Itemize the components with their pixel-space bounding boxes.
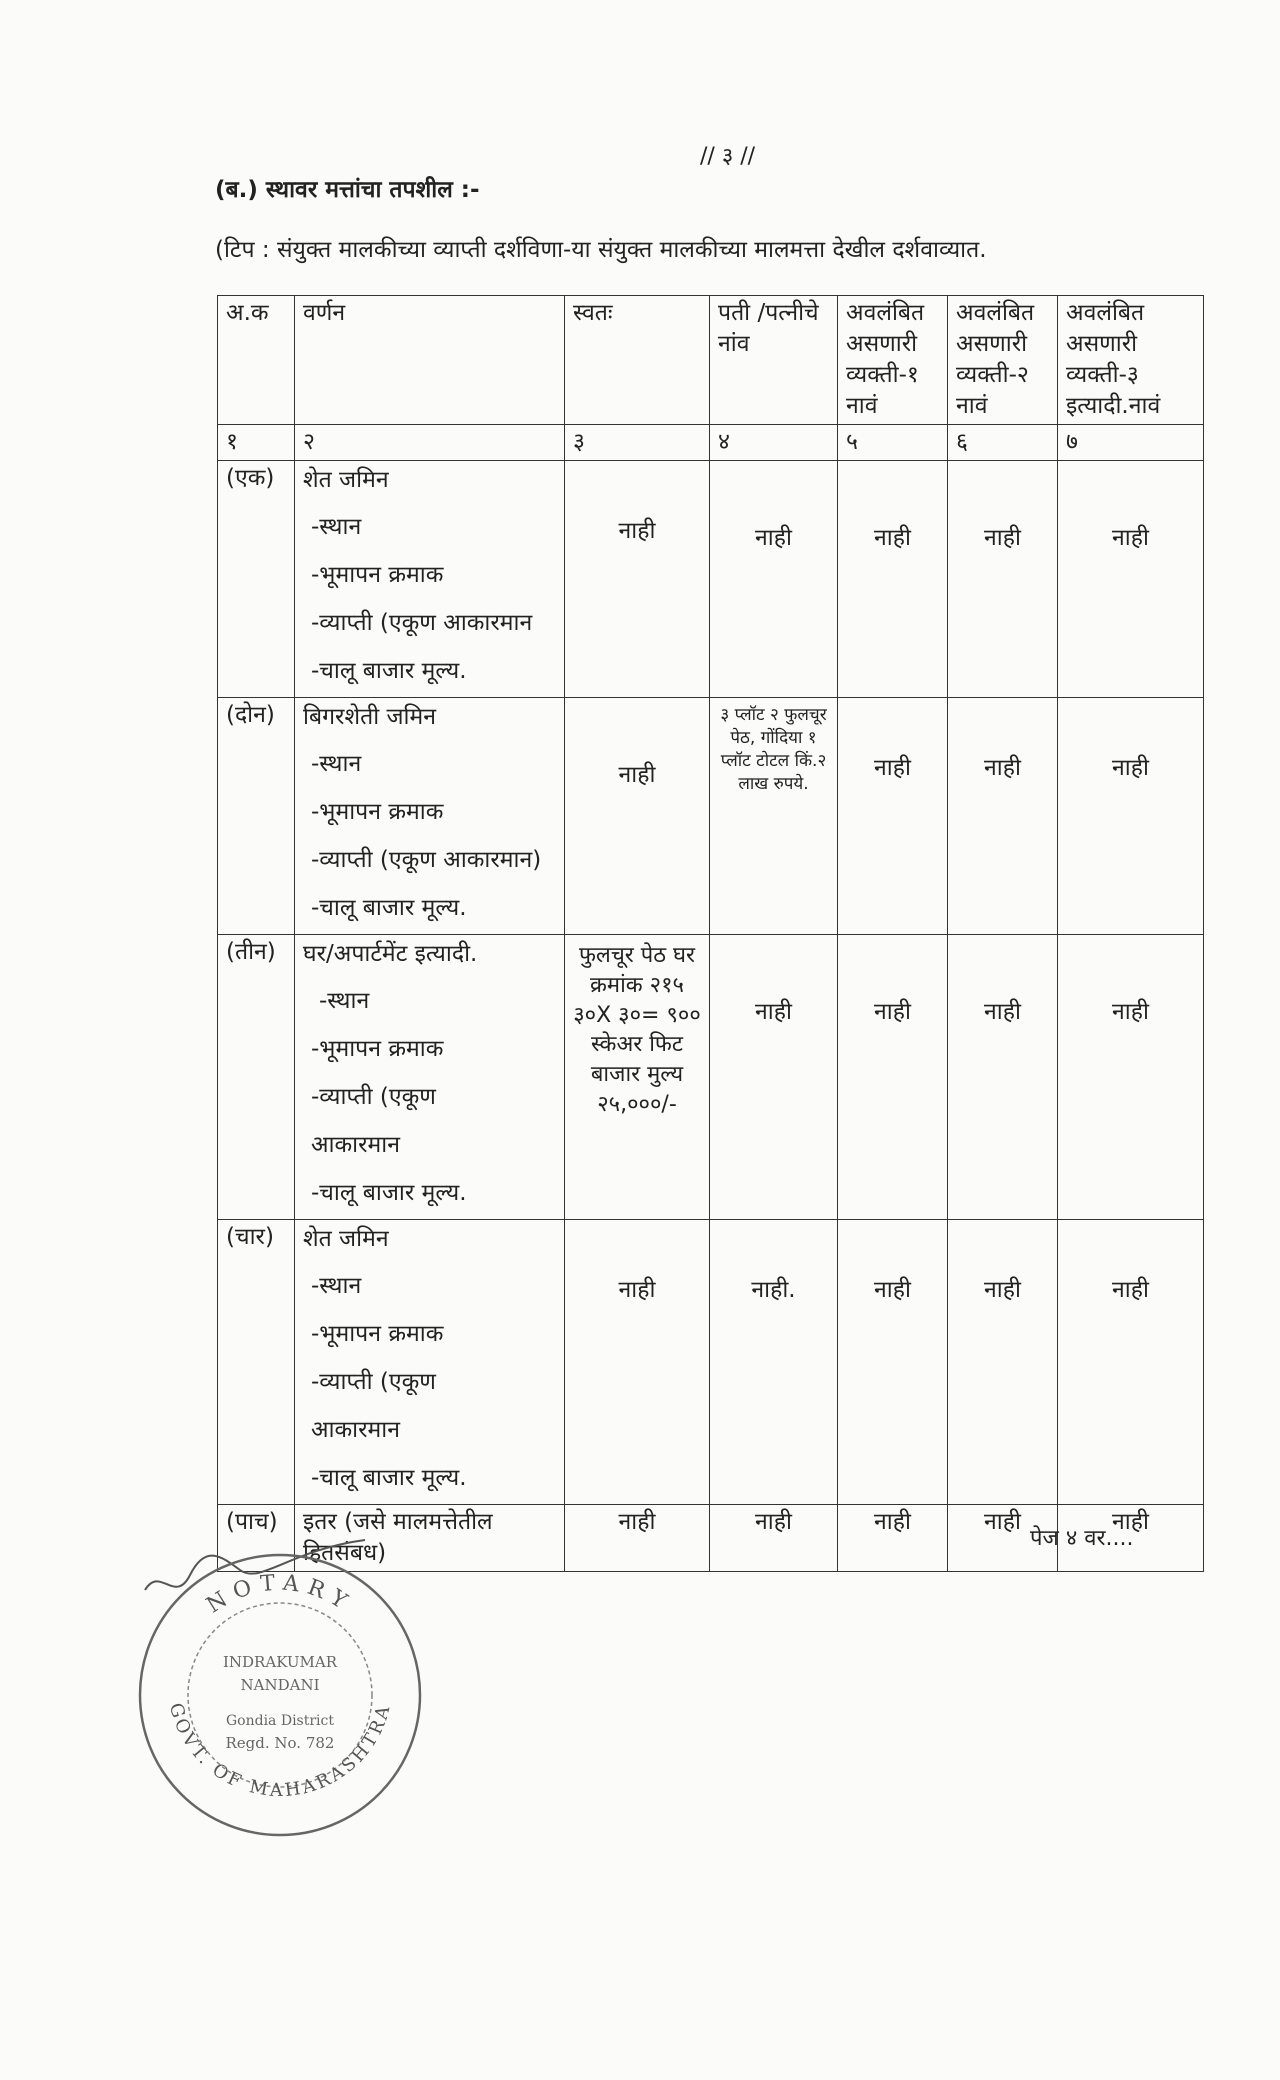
- description-line: शेत जमिन: [303, 467, 389, 494]
- description-line: -भूमापन क्रमाक: [311, 1321, 444, 1348]
- cell-dependent-3: नाही: [1058, 1505, 1204, 1572]
- header-spouse: पती /पत्नीचे नांव: [710, 296, 838, 425]
- header-serial: अ.क: [218, 296, 295, 425]
- table-row: [218, 461, 1204, 698]
- description-line: -चालू बाजार मूल्य.: [311, 1180, 467, 1207]
- description-line: -चालू बाजार मूल्य.: [311, 1465, 467, 1492]
- column-number-row: [218, 425, 1204, 461]
- table-row: [218, 1220, 1204, 1505]
- table-header-row: [218, 296, 1204, 425]
- cell-dependent-1: नाही: [838, 1505, 948, 1572]
- cell-dependent-2: नाही: [948, 461, 1058, 698]
- row-serial: (चार): [218, 1220, 295, 1505]
- seal-line-1: INDRAKUMAR: [222, 1653, 338, 1671]
- table-row: [218, 698, 1204, 935]
- column-number: ३: [565, 425, 710, 461]
- description-line: घर/अपार्टमेंट इत्यादी.: [303, 941, 478, 968]
- cell-dependent-2: नाही: [948, 1505, 1058, 1572]
- header-dependent-1: अवलंबित असणारी व्यक्ती-१ नावं: [838, 296, 948, 425]
- header-description: वर्णन: [295, 296, 565, 425]
- page-number: // ३ //: [700, 144, 756, 169]
- seal-line-2: NANDANI: [240, 1676, 320, 1694]
- column-number: ६: [948, 425, 1058, 461]
- header-dependent-2: अवलंबित असणारी व्यक्ती-२ नावं: [948, 296, 1058, 425]
- cell-dependent-3: नाही: [1058, 1220, 1204, 1505]
- row-description: [295, 1220, 565, 1505]
- column-number: २: [295, 425, 565, 461]
- cell-dependent-2: नाही: [948, 1220, 1058, 1505]
- header-dependent-3: अवलंबित असणारी व्यक्ती-३ इत्यादी.नावं: [1058, 296, 1204, 425]
- description-line: -व्याप्ती (एकूण आकारमान): [311, 847, 542, 874]
- cell-dependent-2: नाही: [948, 698, 1058, 935]
- row-description: [295, 698, 565, 935]
- cell-dependent-1: नाही: [838, 698, 948, 935]
- cell-spouse: नाही.: [710, 1220, 838, 1505]
- description-line: -स्थान: [319, 988, 370, 1015]
- cell-spouse: नाही: [710, 461, 838, 698]
- description-line: शेत जमिन: [303, 1226, 389, 1253]
- cell-self: नाही: [565, 461, 710, 698]
- description-line: आकारमान: [311, 1417, 401, 1444]
- section-title: (ब.) स्थावर मत्तांचा तपशील :-: [215, 177, 480, 203]
- description-line: -चालू बाजार मूल्य.: [311, 895, 467, 922]
- column-number: १: [218, 425, 295, 461]
- cell-self: नाही: [565, 1220, 710, 1505]
- immovable-assets-table: [217, 295, 1204, 1572]
- row-serial: (दोन): [218, 698, 295, 935]
- description-line: आकारमान: [311, 1132, 401, 1159]
- row-description: [295, 461, 565, 698]
- cell-dependent-1: नाही: [838, 461, 948, 698]
- seal-bottom-text: GOVT. OF MAHARASHTRA: [164, 1700, 396, 1802]
- cell-dependent-3: नाही: [1058, 935, 1204, 1220]
- table-row: [218, 935, 1204, 1220]
- row-serial: (तीन): [218, 935, 295, 1220]
- seal-line-3: Gondia District: [225, 1713, 335, 1729]
- row-serial: (पाच): [218, 1505, 295, 1572]
- seal-line-4: Regd. No. 782: [225, 1734, 335, 1752]
- cell-self: फुलचूर पेठ घर क्रमांक २१५ ३०X ३०= ९०० स्केअर फिट बाजार मुल्य २५,०००/-: [565, 935, 710, 1220]
- cell-dependent-1: नाही: [838, 1220, 948, 1505]
- row-description: [295, 935, 565, 1220]
- note-text: (टिप : संयुक्त मालकीच्या व्याप्ती दर्शविणा-या संयुक्त मालकीच्या मालमत्ता देखील दर्शवाव्यात.: [215, 237, 987, 263]
- description-line: -चालू बाजार मूल्य.: [311, 658, 467, 685]
- row-serial: (एक): [218, 461, 295, 698]
- column-number: ७: [1058, 425, 1204, 461]
- row-description: इतर (जसे मालमत्तेतील हितसंबध): [295, 1505, 565, 1572]
- description-line: -भूमापन क्रमाक: [311, 799, 444, 826]
- continued-note: पेज ४ वर....: [1030, 1526, 1134, 1551]
- column-number: ५: [838, 425, 948, 461]
- description-line: -व्याप्ती (एकूण: [311, 1369, 436, 1396]
- cell-spouse: नाही: [710, 1505, 838, 1572]
- column-number: ४: [710, 425, 838, 461]
- seal-top-text: NOTARY: [202, 1570, 358, 1619]
- notary-seal: [130, 1545, 430, 1845]
- description-line: -स्थान: [311, 751, 362, 778]
- cell-spouse: ३ प्लॉट २ फुलचूर पेठ, गोंदिया १ प्लॉट टोटल किं.२ लाख रुपये.: [710, 698, 838, 935]
- cell-spouse: नाही: [710, 935, 838, 1220]
- description-line: -व्याप्ती (एकूण: [311, 1084, 436, 1111]
- cell-self: नाही: [565, 1505, 710, 1572]
- description-line: -भूमापन क्रमाक: [311, 562, 444, 589]
- cell-dependent-2: नाही: [948, 935, 1058, 1220]
- description-line: बिगरशेती जमिन: [303, 704, 437, 731]
- cell-dependent-1: नाही: [838, 935, 948, 1220]
- description-line: -व्याप्ती (एकूण आकारमान: [311, 610, 533, 637]
- cell-self: नाही: [565, 698, 710, 935]
- description-line: -स्थान: [311, 514, 362, 541]
- description-line: -भूमापन क्रमाक: [311, 1036, 444, 1063]
- cell-dependent-3: नाही: [1058, 698, 1204, 935]
- description-line: -स्थान: [311, 1273, 362, 1300]
- header-self: स्वतः: [565, 296, 710, 425]
- cell-dependent-3: नाही: [1058, 461, 1204, 698]
